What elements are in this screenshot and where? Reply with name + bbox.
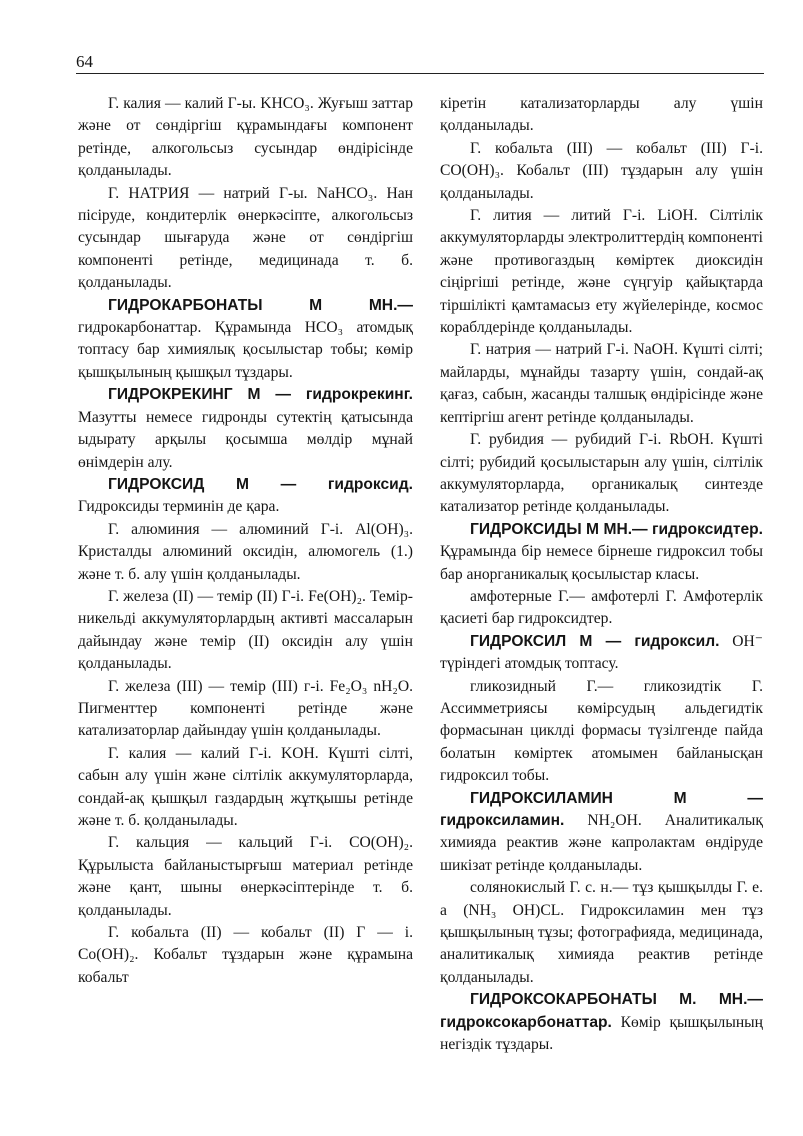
entry-text: Көмір қышқылының негіздік тұздары. [440,1013,763,1054]
entry-headword: ГИДРОКРЕКИНГ М — гидрокрекинг. [108,386,413,404]
dictionary-entry [440,93,763,138]
entry-text: Г. НАТРИЯ — натрий Г-ы. NaHCO₃. Нан пісіруде, кондитерлік өнеркәсіпте, алкогольсыз сусындар шығаруда және от сөндіргіш компоненті ретінде, медицинада т. б. қолданылады. [78,184,413,292]
entry-headword: ГИДРОКСИЛ М — гидроксил. [470,632,720,650]
dictionary-entry [440,519,763,586]
page-number: 64 [76,52,93,71]
header-rule [76,73,764,74]
dictionary-entry [440,676,763,788]
left-column [78,93,413,989]
dictionary-entry [78,676,413,743]
entry-text: Г. рубидия — рубидий Г-і. RbOH. Күшті сілті; рубидий қосылыстарын алу үшін, сілтілік аккумуляторларда, органикалық синтезде катализатор ретінде қолданылады. [440,431,763,516]
entry-text: Г. лития — литий Г-і. LiOH. Сілтілік аккумуляторларды электролиттердің компоненті және противогаздың көміртек диоксидін сіңіргіші ретінде, және сүңгуір қайықтарда тіршілікті қамтамасыз ету жүйелерінде, космос кораблдерінде қолданылады. [440,207,763,337]
entry-text: Г. калия — калий Г-ы. KHCO₃. Жуғыш заттар және от сөндіргіш құрамындағы компонент ретінде, алкогольсыз сусындар өндірісінде қолданылады. [78,95,413,180]
entry-text: Құрамында бір немесе бірнеше гидроксил тобы бар анорганикалық қосылыстар класы. [440,543,763,583]
entry-text: OH⁻ түріндегі атомдық топтасу. [440,632,763,673]
dictionary-entry [440,631,763,676]
entry-headword: ГИДРОКАРБОНАТЫ М МН.— [108,296,413,314]
dictionary-entry [78,384,413,474]
dictionary-entry [78,93,413,183]
entry-text: Г. кобальта (II) — кобальт (II) Г — і. Co(OH)₂. Кобальт тұздарын және құрамына кобальт [78,924,413,986]
dictionary-entry [78,295,413,385]
entry-text: NH₂OH. Аналитикалық химияда реактив және капролактам өндіруде шикізат ретінде қолданылады. [440,812,763,874]
entry-text: Г. калия — калий Г-і. KOH. Күшті сілті, сабын алу үшін және сілтілік аккумуляторларда, сондай-ақ қышқыл газдардың жұтқышы ретінде және т. б. қолданылады. [78,744,413,829]
dictionary-entry [440,429,763,519]
dictionary-entry [78,832,413,922]
right-column [440,93,763,1056]
entry-text: Гидроксиды терминін де қара. [78,498,280,516]
entry-headword: ГИДРОКСОКАРБОНАТЫ М. МН.— гидроксокарбонаттар. [440,991,763,1031]
dictionary-entry [78,519,413,586]
entry-text: амфотерные Г.— амфотерлі Г. Амфотерлік қасиеті бар гидроксидтер. [440,587,763,628]
entry-text: Г. натрия — натрий Г-і. NaOH. Күшті сілті; майларды, мұнайды тазарту үшін, сондай-ақ қағаз, сабын, жасанды талшық өндірісінде және кептіргіш агент ретінде қолданылады. [440,341,763,426]
dictionary-entry [78,183,413,295]
entry-headword: ГИДРОКСИДЫ М МН.— гидроксидтер. [470,520,763,538]
dictionary-entry [78,586,413,676]
dictionary-entry [440,989,763,1056]
dictionary-entry [440,586,763,631]
dictionary-entry [78,743,413,833]
dictionary-entry [440,138,763,205]
entry-text: гликозидный Г.— гликозидтік Г. Ассимметриясы көмірсудың альдегидтік формасынан циклді формасы түзілгенде пайда болатын көміртек атомымен байланысқан гидроксил тобы. [440,677,763,785]
entry-text: Г. кобальта (III) — кобальт (III) Г-і. CO(OH)₃. Кобальт (III) тұздарын алу үшін қолданылады. [440,139,763,202]
entry-text: Г. железа (II) — темір (II) Г-і. Fe(OH)₂. Темір-никельді аккумуляторлардың активті массаларын дайындау және темір (II) оксидін алу үшін қолданылады. [78,587,413,673]
dictionary-entry [440,788,763,878]
entry-text: солянокислый Г. с. н.— тұз қышқылды Г. е. а (NH₃ OH)CL. Гидроксиламин мен тұз қышқылының тұзы; фотографияда, медицинада, аналитикалық химияда реактив ретінде қолданылады. [440,879,763,986]
entry-text: кіретін катализаторларды алу үшін қолданылады. [440,95,763,135]
entry-text: Г. алюминия — алюминий Г-і. Al(OH)₃. Кристалды алюминий оксидін, алюмогель (1.) және т. б. алу үшін қолданылады. [78,520,413,583]
dictionary-entry [440,339,763,429]
entry-headword: ГИДРОКСИЛАМИН М — гидроксиламин. [440,789,763,829]
entry-text: Г. кальция — кальций Г-і. CO(OH)₂. Құрылыста байланыстырғыш материал ретінде және қант, шыны өнеркәсіптерінде т. б. қолданылады. [78,834,413,919]
entry-headword: ГИДРОКСИД М — гидроксид. [108,475,413,493]
dictionary-entry [78,474,413,519]
dictionary-entry [78,922,413,989]
dictionary-entry [440,877,763,989]
entry-text: Мазутты немесе гидронды сутектің қатысында ыдырату арқылы қосымша мөлдір мұнай өнімдерін алу. [78,408,413,471]
entry-text: Г. железа (III) — темір (III) г-і. Fe₂O₃ nH₂O. Пигменттер компоненті ретінде және катализаторлар дайындау үшін қолданылады. [78,677,413,740]
entry-text: гидрокарбонаттар. Құрамында HCO₃ атомдық топтасу бар химиялық қосылыстар тобы; көмір қышқылының қышқыл тұздары. [78,319,413,381]
dictionary-entry [440,205,763,339]
